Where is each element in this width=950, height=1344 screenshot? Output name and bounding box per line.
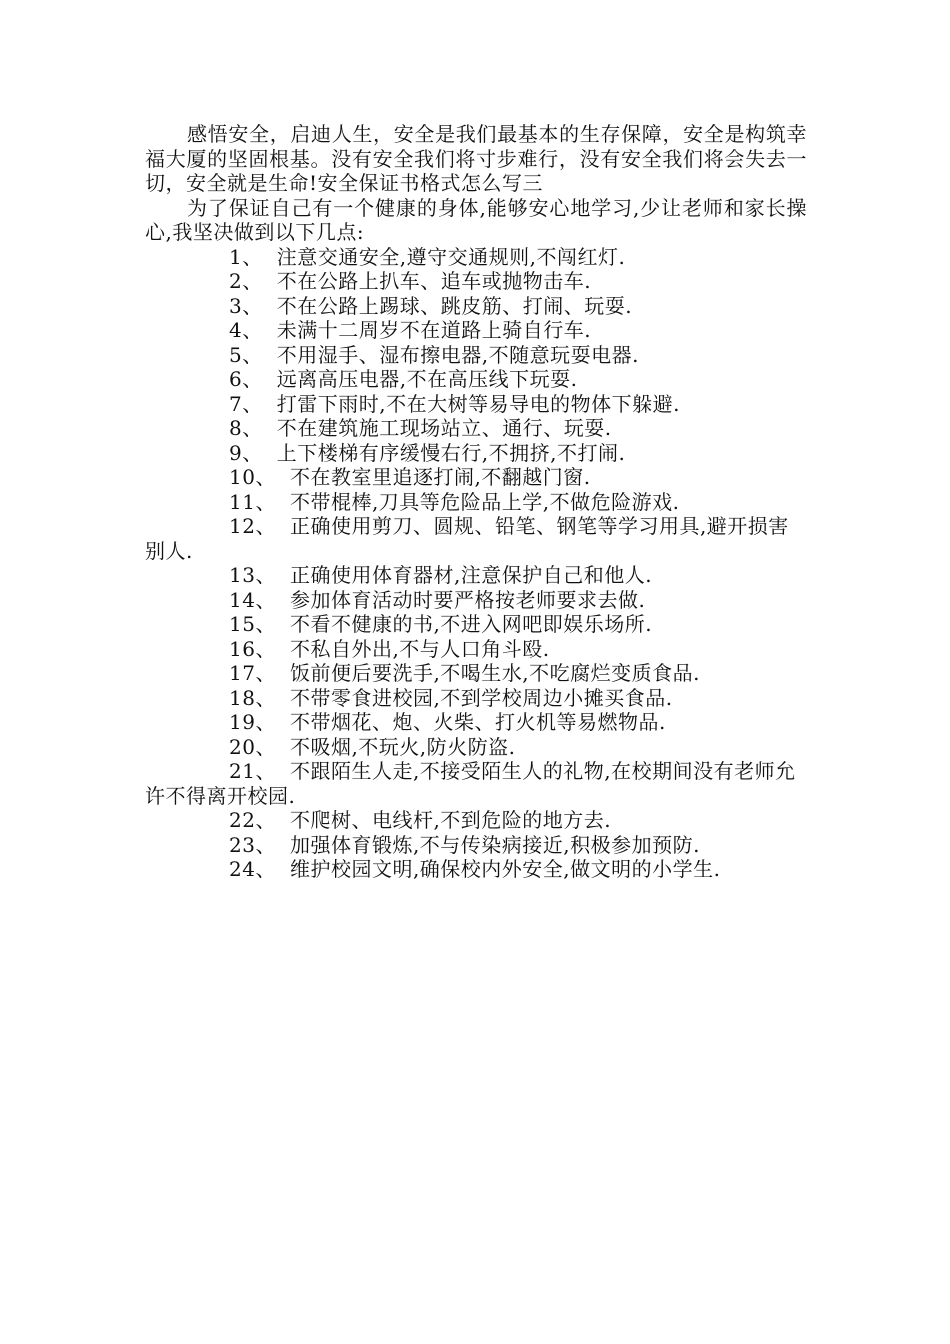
item-text: 不在公路上扒车、追车或抛物击车. (276, 269, 592, 293)
list-item (145, 367, 807, 392)
list-item (145, 441, 807, 466)
item-number: 13、 (229, 563, 276, 587)
item-text: 不私自外出,不与人口角斗殴. (289, 636, 550, 661)
item-text: 不跟陌生人走,不接受陌生人的礼物,在校期间没有老师允许不得离开校园. (145, 759, 796, 808)
list-item (145, 710, 807, 735)
item-text: 加强体育锻炼,不与传染病接近,积极参加预防. (289, 832, 701, 857)
list-item (145, 637, 807, 662)
item-text: 维护校园文明,确保校内外安全,做文明的小学生. (289, 857, 721, 881)
item-number: 18、 (229, 685, 276, 710)
item-text: 不带烟花、炮、火柴、打火机等易燃物品. (289, 710, 666, 734)
list-item (145, 759, 807, 808)
intro-paragraph: 感悟安全，启迪人生，安全是我们最基本的生存保障，安全是构筑幸福大厦的坚固根基。没有安全我们将寸步难行，没有安全我们将会失去一切，安全就是生命!安全保证书格式怎么写三 (145, 122, 807, 195)
list-item (145, 563, 807, 588)
item-number: 15、 (229, 612, 276, 636)
item-text: 不带零食进校园,不到学校周边小摊买食品. (289, 685, 673, 710)
list-item (145, 661, 807, 686)
item-text: 参加体育活动时要严格按老师要求去做. (289, 587, 646, 612)
item-number: 23、 (229, 832, 276, 857)
list-item (145, 294, 807, 319)
list-item (145, 318, 807, 343)
item-text: 不在公路上踢球、跳皮筋、打闹、玩耍. (276, 293, 633, 318)
item-text: 不用湿手、湿布擦电器,不随意玩耍电器. (276, 342, 639, 367)
list-item (145, 392, 807, 417)
item-number: 6、 (229, 367, 263, 391)
item-number: 19、 (229, 710, 276, 734)
list-item (145, 514, 807, 563)
list-item (145, 686, 807, 711)
list-item (145, 808, 807, 833)
list-item (145, 612, 807, 637)
document-page (145, 122, 807, 882)
list-item (145, 245, 807, 270)
item-text: 正确使用体育器材,注意保护自己和他人. (289, 563, 653, 587)
item-text: 远离高压电器,不在高压线下玩耍. (276, 367, 578, 391)
item-number: 7、 (229, 391, 263, 416)
item-text: 不在教室里追逐打闹,不翻越门窗. (289, 465, 591, 489)
list-item (145, 588, 807, 613)
item-text: 不带棍棒,刀具等危险品上学,不做危险游戏. (289, 489, 680, 514)
item-text: 不在建筑施工现场站立、通行、玩耍. (276, 416, 612, 440)
item-text: 不爬树、电线杆,不到危险的地方去. (289, 808, 612, 832)
item-number: 1、 (229, 244, 263, 269)
item-text: 不看不健康的书,不进入网吧即娱乐场所. (289, 612, 653, 636)
item-number: 4、 (229, 318, 263, 342)
item-number: 12、 (229, 514, 276, 538)
item-number: 14、 (229, 587, 276, 612)
pledge-list (145, 245, 807, 882)
item-number: 10、 (229, 465, 276, 489)
item-text: 不吸烟,不玩火,防火防盗. (289, 734, 516, 759)
list-item (145, 416, 807, 441)
list-item (145, 735, 807, 760)
item-number: 5、 (229, 342, 263, 367)
item-number: 9、 (229, 440, 263, 465)
item-number: 3、 (229, 293, 263, 318)
item-number: 2、 (229, 269, 263, 293)
item-number: 8、 (229, 416, 263, 440)
list-item (145, 490, 807, 515)
pledge-paragraph: 为了保证自己有一个健康的身体,能够安心地学习,少让老师和家长操心,我坚决做到以下几点: (145, 195, 807, 244)
item-number: 20、 (229, 734, 276, 759)
list-item (145, 833, 807, 858)
item-number: 17、 (229, 661, 276, 685)
item-text: 上下楼梯有序缓慢右行,不拥挤,不打闹. (276, 440, 626, 465)
item-number: 16、 (229, 636, 276, 661)
list-item (145, 465, 807, 490)
item-text: 注意交通安全,遵守交通规则,不闯红灯. (276, 244, 626, 269)
item-number: 22、 (229, 808, 276, 832)
item-text: 饭前便后要洗手,不喝生水,不吃腐烂变质食品. (289, 661, 701, 685)
list-item (145, 343, 807, 368)
item-text: 正确使用剪刀、圆规、铅笔、钢笔等学习用具,避开损害别人. (145, 514, 789, 563)
item-number: 24、 (229, 857, 276, 881)
item-text: 未满十二周岁不在道路上骑自行车. (276, 318, 592, 342)
list-item (145, 269, 807, 294)
item-number: 21、 (229, 759, 276, 783)
item-text: 打雷下雨时,不在大树等易导电的物体下躲避. (276, 391, 680, 416)
item-number: 11、 (229, 489, 276, 514)
list-item (145, 857, 807, 882)
